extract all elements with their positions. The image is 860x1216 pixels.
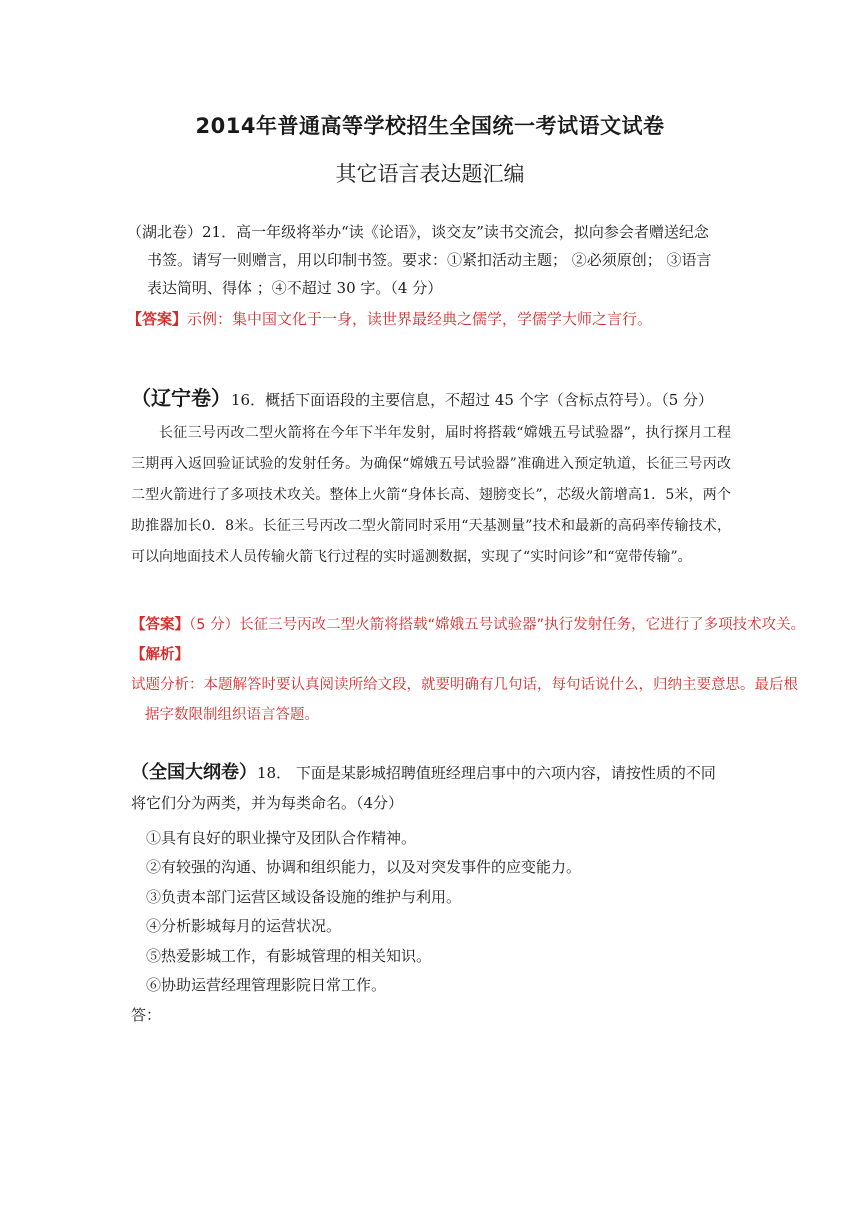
question-hubei [127,218,737,302]
analysis-line2: 据字数限制组织语言答题。 [145,707,319,723]
analysis-line1: 试题分析：本题解答时要认真阅读所给文段，就要明确有几句话，每句话说什么，归纳主要意思。最后根 [131,677,798,693]
question-source: （辽宁卷） [131,386,231,410]
question-liaoning-heading [131,382,713,411]
question-hubei-line1: （湖北卷）21．高一年级将举办“读《论语》，谈交友”读书交流会，拟向参会者赠送纪念 [127,223,709,241]
question-hubei-line3: 表达简明、得体 ；④不超过 30 字。（4 分） [147,279,443,297]
question-stem-line2: 将它们分为两类，并为每类命名。（4分） [131,794,404,812]
answer-tag: 【答案】 [127,310,188,328]
page-subtitle: 其它语言表达题汇编 [335,162,525,186]
item-list [146,824,581,1000]
question-source: （全国大纲卷） [131,762,257,783]
question-liaoning-passage [131,418,731,573]
answer-liaoning [131,610,843,730]
list-item: ③负责本部门运营区域设备设施的维护与利用。 [146,887,462,906]
passage-text: 长征三号丙改二型火箭将在今年下半年发射，届时将搭载“嫦娥五号试验器”，执行探月工程三期再入返回验证试验的发射任务。为确保“嫦娥五号试验器”准确进入预定轨道，长征三号丙改二型火箭进行了多项技术攻关。整体上火箭“身体长高、翅膀变长”，芯级火箭增高1．5米，两个助推器加长0．8米。长征三号丙改二型火箭同时采用“天基测量”技术和最新的高码率传输技术，可以向地面技术人员传输火箭飞行过程的实时遥测数据，实现了“实时问诊”和“宽带传输”。 [131,425,731,565]
analysis-tag: 【解析】 [131,647,189,663]
question-national-heading [131,758,716,784]
answer-label: 答： [131,1006,162,1024]
list-item: ②有较强的沟通、协调和组织能力，以及对突发事件的应变能力。 [146,858,582,877]
list-item: ⑥协助运营经理管理影院日常工作。 [146,976,387,995]
list-item: ①具有良好的职业操守及团队合作精神。 [146,829,417,847]
answer-hubei [127,308,652,329]
list-item: ④分析影城每月的运营状况。 [146,917,342,936]
list-item: ⑤热爱影城工作，有影城管理的相关知识。 [146,946,432,965]
question-stem: 16．概括下面语段的主要信息，不超过 45 个字（含标点符号）。（5 分） [231,391,714,409]
answer-text: 示例：集中国文化于一身，读世界最经典之儒学，学儒学大师之言行。 [187,310,653,328]
answer-tag: 【答案】 [131,617,189,633]
question-stem: 18． 下面是某影城招聘值班经理启事中的六项内容，请按性质的不同 [257,764,716,782]
question-hubei-line2: 书签。请写一则赠言，用以印制书签。要求：①紧扣活动主题； ②必须原创； ③语言 [147,251,712,269]
answer-text: （5 分）长征三号丙改二型火箭将搭载“嫦娥五号试验器”执行发射任务，它进行了多项技术攻关。 [189,617,806,633]
page-title: 2014年普通高等学校招生全国统一考试语文试卷 [195,114,665,138]
